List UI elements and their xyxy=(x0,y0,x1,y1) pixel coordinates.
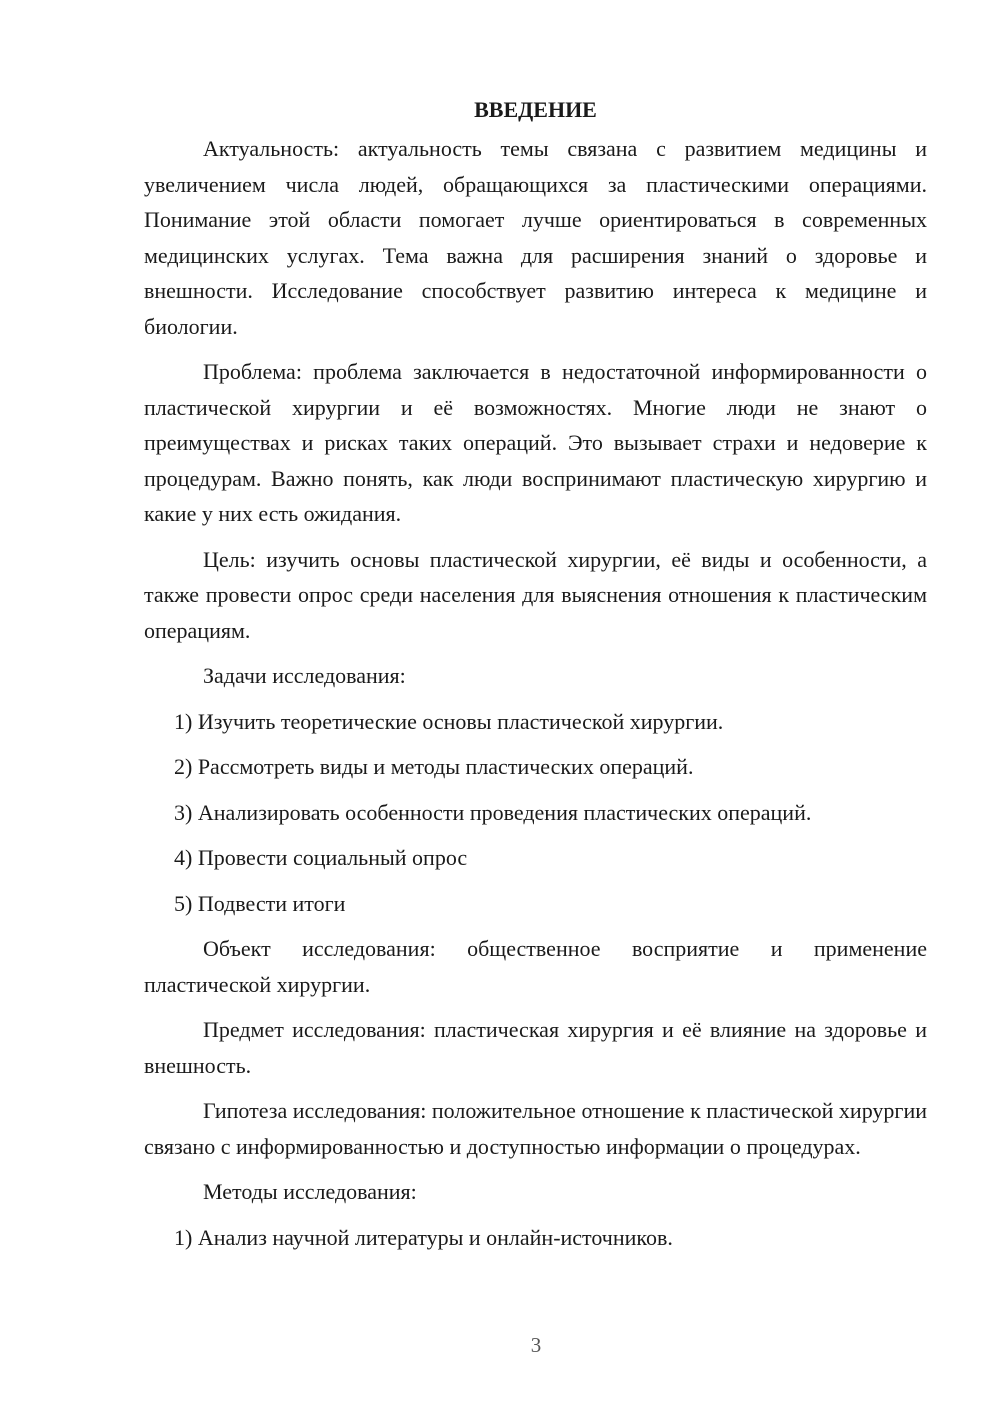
task-item: 1) Изучить теоретические основы пластической хирургии. xyxy=(174,708,724,734)
task-item: 4) Провести социальный опрос xyxy=(174,845,468,870)
task-item: 3) Анализировать особенности проведения пластических операций. xyxy=(174,799,812,825)
goal-paragraph: Цель: изучить основы пластической хирургии, её виды и особенности, а также провести опрос среди населения для выяснения отношения к пластическим операциям. xyxy=(144,546,927,643)
problem-paragraph: Проблема: проблема заключается в недостаточной информированности о пластической хирургии и её возможностях. Многие люди не знают о преимуществах и рисках таких операций. Это вызывает страхи и недоверие к процедурам. Важно понять, как люди воспринимают пластическую хирургию и какие у них есть ожидания. xyxy=(144,359,927,526)
tasks-title: Задачи исследования: xyxy=(203,663,406,688)
relevance-paragraph: Актуальность: актуальность темы связана с развитием медицины и увеличением числа людей, обращающихся за пластическими операциями. Понимание этой области помогает лучше ориентироваться в современных медицинских услугах. Тема важна для расширения знаний о здоровье и внешности. Исследование способствует развитию интереса к медицине и биологии. xyxy=(144,136,927,339)
subject-paragraph: Предмет исследования: пластическая хирургия и её влияние на здоровье и внешность. xyxy=(144,1017,927,1078)
task-item: 5) Подвести итоги xyxy=(174,890,346,916)
hypothesis-paragraph: Гипотеза исследования: положительное отношение к пластической хирургии связано с информированностью и доступностью информации о процедурах. xyxy=(144,1098,927,1159)
method-item: 1) Анализ научной литературы и онлайн-источников. xyxy=(174,1224,673,1250)
section-heading: ВВЕДЕНИЕ xyxy=(474,97,597,122)
document-page xyxy=(144,92,927,1265)
methods-title: Методы исследования: xyxy=(203,1179,417,1204)
page-number: 3 xyxy=(530,1333,542,1357)
task-item: 2) Рассмотреть виды и методы пластических операций. xyxy=(174,754,694,779)
object-paragraph: Объект исследования: общественное восприятие и применение пластической хирургии. xyxy=(144,936,927,997)
